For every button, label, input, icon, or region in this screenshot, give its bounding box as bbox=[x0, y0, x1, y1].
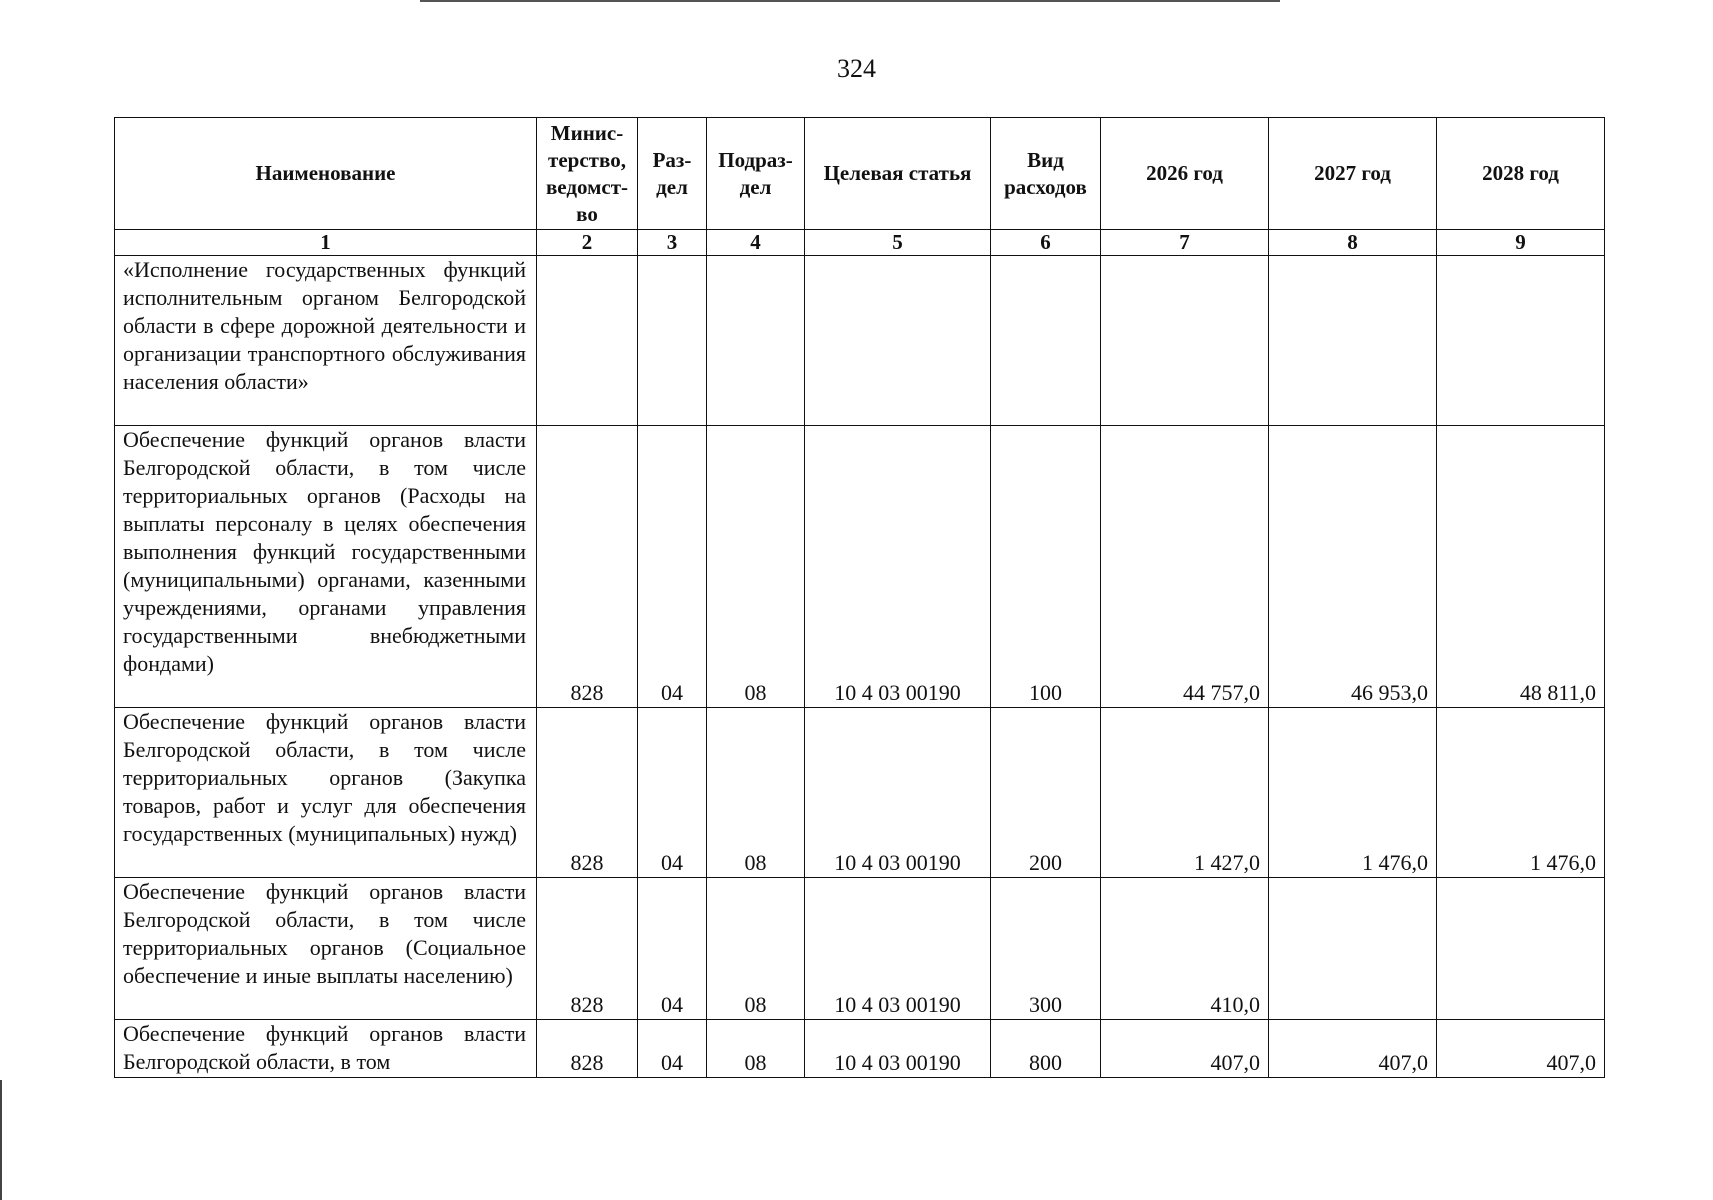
header-subsection: Подраз-дел bbox=[707, 118, 805, 230]
column-number: 6 bbox=[991, 230, 1101, 256]
ministry-code: 828 bbox=[537, 426, 638, 708]
section-code: 04 bbox=[638, 708, 707, 878]
table-row bbox=[115, 256, 1605, 426]
budget-table bbox=[114, 117, 1605, 1078]
header-section: Раз-дел bbox=[638, 118, 707, 230]
amount-2028 bbox=[1437, 878, 1605, 1020]
target-article: 10 4 03 00190 bbox=[805, 1020, 991, 1078]
section-code: 04 bbox=[638, 878, 707, 1020]
amount-2027 bbox=[1269, 256, 1437, 426]
header-year-2027: 2027 год bbox=[1269, 118, 1437, 230]
subsection-code bbox=[707, 256, 805, 426]
table-row bbox=[115, 1020, 1605, 1078]
table-row bbox=[115, 708, 1605, 878]
subsection-code: 08 bbox=[707, 426, 805, 708]
section-code: 04 bbox=[638, 1020, 707, 1078]
column-number: 3 bbox=[638, 230, 707, 256]
scan-edge-line bbox=[420, 0, 1280, 2]
amount-2026 bbox=[1101, 256, 1269, 426]
section-code: 04 bbox=[638, 426, 707, 708]
item-name: Обеспечение функций органов власти Белгородской области, в том числе территориальных органов (Социальное обеспечение и иные выплаты населению) bbox=[115, 878, 537, 1020]
target-article bbox=[805, 256, 991, 426]
ministry-code bbox=[537, 256, 638, 426]
subsection-code: 08 bbox=[707, 878, 805, 1020]
ministry-code: 828 bbox=[537, 708, 638, 878]
page-number: 324 bbox=[837, 54, 876, 83]
table-row bbox=[115, 878, 1605, 1020]
amount-2027: 46 953,0 bbox=[1269, 426, 1437, 708]
amount-2028: 48 811,0 bbox=[1437, 426, 1605, 708]
amount-2026: 410,0 bbox=[1101, 878, 1269, 1020]
header-year-2026: 2026 год bbox=[1101, 118, 1269, 230]
ministry-code: 828 bbox=[537, 878, 638, 1020]
expense-type: 300 bbox=[991, 878, 1101, 1020]
ministry-code: 828 bbox=[537, 1020, 638, 1078]
expense-type: 200 bbox=[991, 708, 1101, 878]
expense-type: 100 bbox=[991, 426, 1101, 708]
item-name: Обеспечение функций органов власти Белгородской области, в том числе территориальных органов (Закупка товаров, работ и услуг для обеспечения государственных (муниципальных) нужд) bbox=[115, 708, 537, 878]
amount-2026: 407,0 bbox=[1101, 1020, 1269, 1078]
header-year-2028: 2028 год bbox=[1437, 118, 1605, 230]
column-number-row bbox=[115, 230, 1605, 256]
amount-2027 bbox=[1269, 878, 1437, 1020]
expense-type bbox=[991, 256, 1101, 426]
subsection-code: 08 bbox=[707, 708, 805, 878]
header-target-article: Целевая статья bbox=[805, 118, 991, 230]
header-expense-type: Вид расходов bbox=[991, 118, 1101, 230]
column-number: 1 bbox=[115, 230, 537, 256]
item-name: Обеспечение функций органов власти Белгородской области, в том bbox=[115, 1020, 537, 1078]
column-number: 8 bbox=[1269, 230, 1437, 256]
item-name: «Исполнение государственных функций исполнительным органом Белгородской области в сфере дорожной деятельности и организации транспортного обслуживания населения области» bbox=[115, 256, 537, 426]
amount-2028 bbox=[1437, 256, 1605, 426]
target-article: 10 4 03 00190 bbox=[805, 426, 991, 708]
amount-2028: 1 476,0 bbox=[1437, 708, 1605, 878]
amount-2027: 407,0 bbox=[1269, 1020, 1437, 1078]
column-number: 9 bbox=[1437, 230, 1605, 256]
target-article: 10 4 03 00190 bbox=[805, 878, 991, 1020]
amount-2027: 1 476,0 bbox=[1269, 708, 1437, 878]
expense-type: 800 bbox=[991, 1020, 1101, 1078]
table-row bbox=[115, 426, 1605, 708]
amount-2026: 44 757,0 bbox=[1101, 426, 1269, 708]
target-article: 10 4 03 00190 bbox=[805, 708, 991, 878]
section-code bbox=[638, 256, 707, 426]
column-number: 7 bbox=[1101, 230, 1269, 256]
amount-2026: 1 427,0 bbox=[1101, 708, 1269, 878]
header-ministry: Минис-терство, ведомст-во bbox=[537, 118, 638, 230]
column-number: 5 bbox=[805, 230, 991, 256]
amount-2028: 407,0 bbox=[1437, 1020, 1605, 1078]
subsection-code: 08 bbox=[707, 1020, 805, 1078]
item-name: Обеспечение функций органов власти Белгородской области, в том числе территориальных органов (Расходы на выплаты персоналу в целях обеспечения выполнения функций государственными (муниципальными) органами, казенными учреждениями, органами управления государственными внебюджетными фондами) bbox=[115, 426, 537, 708]
column-number: 4 bbox=[707, 230, 805, 256]
scan-edge-mark bbox=[0, 1080, 2, 1200]
header-name: Наименование bbox=[115, 118, 537, 230]
column-number: 2 bbox=[537, 230, 638, 256]
header-row bbox=[115, 118, 1605, 230]
